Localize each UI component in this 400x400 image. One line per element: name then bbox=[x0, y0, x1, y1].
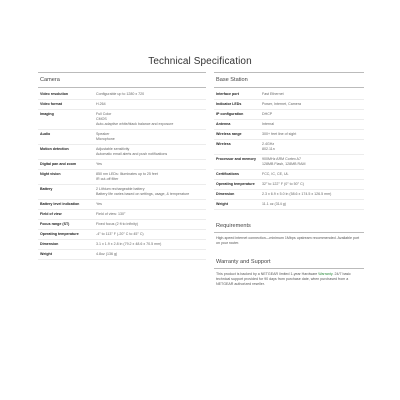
spec-value-line: Yes bbox=[96, 202, 102, 206]
spec-label: Interface port bbox=[216, 92, 239, 96]
spec-value bbox=[96, 172, 206, 182]
spec-label: Battery bbox=[40, 187, 53, 191]
spec-value bbox=[262, 112, 364, 117]
spec-row bbox=[38, 250, 206, 260]
spec-value-line: 128MB Flash, 128MB RAM bbox=[262, 162, 306, 166]
spec-value-line: 2.4GHz bbox=[262, 142, 275, 146]
spec-value-line: H.264 bbox=[96, 102, 106, 106]
spec-row bbox=[214, 110, 364, 120]
spec-value-line: Internal bbox=[262, 122, 274, 126]
spec-value bbox=[262, 102, 364, 107]
spec-value-line: Fast Ethernet bbox=[262, 92, 284, 96]
spec-row bbox=[214, 140, 364, 155]
spec-value bbox=[96, 112, 206, 127]
warranty-link[interactable]: Warranty bbox=[318, 272, 333, 276]
spec-value-line: 802.11n bbox=[262, 147, 275, 151]
spec-row bbox=[214, 130, 364, 140]
spec-row bbox=[214, 120, 364, 130]
requirements-text: High-speed internet connection—minimum 1Mbps upstream recommended. Available port on your router. bbox=[216, 236, 360, 245]
spec-label: Wireless range bbox=[216, 132, 242, 136]
spec-value bbox=[96, 187, 206, 197]
spec-value-line: 3.1 x 1.9 x 2.8 in (79.2 x 48.6 x 70.5 mm) bbox=[96, 242, 162, 246]
spec-label: Battery level indication bbox=[40, 202, 80, 206]
spec-value bbox=[262, 192, 364, 197]
spec-value-line: 4.8oz (136 g) bbox=[96, 252, 118, 256]
spec-row bbox=[214, 190, 364, 200]
warranty-text-before: This product is backed by a NETGEAR limited 1-year Hardware bbox=[216, 272, 319, 276]
spec-label: Certifications bbox=[216, 172, 239, 176]
spec-row bbox=[38, 90, 206, 100]
spec-row bbox=[214, 155, 364, 170]
spec-value bbox=[262, 132, 364, 137]
warranty-heading: Warranty and Support bbox=[214, 256, 364, 269]
spec-value bbox=[262, 122, 364, 127]
spec-row bbox=[38, 230, 206, 240]
spec-value-line: 32° to 122° F (0° to 50° C) bbox=[262, 182, 304, 186]
spec-value-line: 900MHz ARM Cortex A7 bbox=[262, 157, 301, 161]
spec-value bbox=[96, 132, 206, 142]
base-station-spec-list bbox=[214, 90, 364, 210]
spec-value bbox=[262, 202, 364, 207]
spec-value bbox=[96, 102, 206, 107]
spec-row bbox=[38, 200, 206, 210]
base-station-heading: Base Station bbox=[214, 72, 364, 88]
spec-label: Antenna bbox=[216, 122, 231, 126]
spec-label: Video resolution bbox=[40, 92, 69, 96]
spec-row bbox=[38, 170, 206, 185]
requirements-heading: Requirements bbox=[214, 220, 364, 233]
spec-label: Dimension bbox=[216, 192, 235, 196]
spec-row bbox=[38, 100, 206, 110]
warranty-text bbox=[214, 272, 364, 287]
spec-label: Weight bbox=[216, 202, 228, 206]
spec-value-line: Full Color bbox=[96, 112, 112, 116]
spec-row bbox=[214, 100, 364, 110]
spec-value-line: Battery life varies based on settings, usage, & temperature bbox=[96, 192, 190, 196]
spec-value-line: IR cut-off filter bbox=[96, 177, 119, 181]
spec-label: Imaging bbox=[40, 112, 54, 116]
spec-label: Indicator LEDs bbox=[216, 102, 242, 106]
spec-value-line: 11.1 oz (314 g) bbox=[262, 202, 286, 206]
spec-row bbox=[38, 185, 206, 200]
spec-value-line: FCC, IC, CE, UL bbox=[262, 172, 289, 176]
spec-value bbox=[262, 142, 364, 152]
spec-label: IP configuration bbox=[216, 112, 244, 116]
spec-value bbox=[96, 202, 206, 207]
spec-row bbox=[38, 210, 206, 220]
spec-value-line: 300+ feet line of sight bbox=[262, 132, 297, 136]
spec-value bbox=[96, 222, 206, 227]
spec-value bbox=[262, 157, 364, 167]
spec-value-line: Auto-adaptive white/black balance and exposure bbox=[96, 122, 174, 126]
spec-label: Wireless bbox=[216, 142, 231, 146]
spec-value bbox=[96, 147, 206, 157]
spec-label: Digital pan and zoom bbox=[40, 162, 77, 166]
spec-label: Weight bbox=[40, 252, 52, 256]
spec-value-line: CMOS bbox=[96, 117, 107, 121]
spec-row bbox=[38, 240, 206, 250]
spec-value-line: 850 nm LEDs: Illuminates up to 25 feet bbox=[96, 172, 158, 176]
spec-value bbox=[96, 252, 206, 257]
spec-row bbox=[214, 90, 364, 100]
spec-row bbox=[214, 180, 364, 190]
spec-value-line: Power, Internet, Camera bbox=[262, 102, 301, 106]
spec-value-line: Automatic email alerts and push notifications bbox=[96, 152, 168, 156]
spec-row bbox=[38, 220, 206, 230]
spec-value bbox=[262, 182, 364, 187]
spec-value bbox=[96, 162, 206, 167]
spec-value-line: Yes bbox=[96, 162, 102, 166]
base-station-section bbox=[214, 72, 364, 287]
camera-heading: Camera bbox=[38, 72, 206, 88]
spec-label: Operating temperature bbox=[216, 182, 255, 186]
spec-value-line: -4° to 113° F (-20° C to 45° C) bbox=[96, 232, 144, 236]
spec-value-line: 2.3 x 6.9 x 5.0 in (58.6 x 174.5 x 126.5 mm) bbox=[262, 192, 332, 196]
spec-label: Focus range (ST) bbox=[40, 222, 70, 226]
warranty-text-after: . 24/7 basic technical support provided for 90 days from purchase date, when purchased from a NETGEAR authorized reseller. bbox=[216, 272, 351, 286]
spec-value-line: Adjustable sensitivity bbox=[96, 147, 130, 151]
spec-label: Operating temperature bbox=[40, 232, 79, 236]
spec-value bbox=[262, 172, 364, 177]
spec-row bbox=[38, 160, 206, 170]
spec-value-line: DHCP bbox=[262, 112, 273, 116]
spec-row bbox=[38, 130, 206, 145]
spec-row bbox=[214, 200, 364, 210]
spec-label: Field of view bbox=[40, 212, 62, 216]
spec-value-line: Field of view: 130° bbox=[96, 212, 126, 216]
spec-value bbox=[96, 232, 206, 237]
spec-value-line: Configurable up to 1280 x 720 bbox=[96, 92, 145, 96]
spec-row bbox=[38, 145, 206, 160]
spec-label: Processor and memory bbox=[216, 157, 256, 161]
page-title: Technical Specification bbox=[148, 56, 252, 67]
spec-value-line: 2 Lithium rechargeable battery bbox=[96, 187, 145, 191]
spec-label: Motion detection bbox=[40, 147, 69, 151]
camera-spec-list bbox=[38, 90, 206, 260]
spec-label: Night vision bbox=[40, 172, 61, 176]
spec-value bbox=[262, 92, 364, 97]
spec-row bbox=[214, 170, 364, 180]
spec-label: Dimension bbox=[40, 242, 59, 246]
spec-value bbox=[96, 92, 206, 97]
spec-value bbox=[96, 242, 206, 247]
spec-label: Audio bbox=[40, 132, 51, 136]
spec-value bbox=[96, 212, 206, 217]
spec-value-line: Fixed focus (2 ft to infinity) bbox=[96, 222, 138, 226]
spec-row bbox=[38, 110, 206, 130]
spec-label: Video format bbox=[40, 102, 62, 106]
camera-section bbox=[38, 72, 206, 260]
spec-value-line: Microphone bbox=[96, 137, 115, 141]
spec-value-line: Speaker bbox=[96, 132, 110, 136]
